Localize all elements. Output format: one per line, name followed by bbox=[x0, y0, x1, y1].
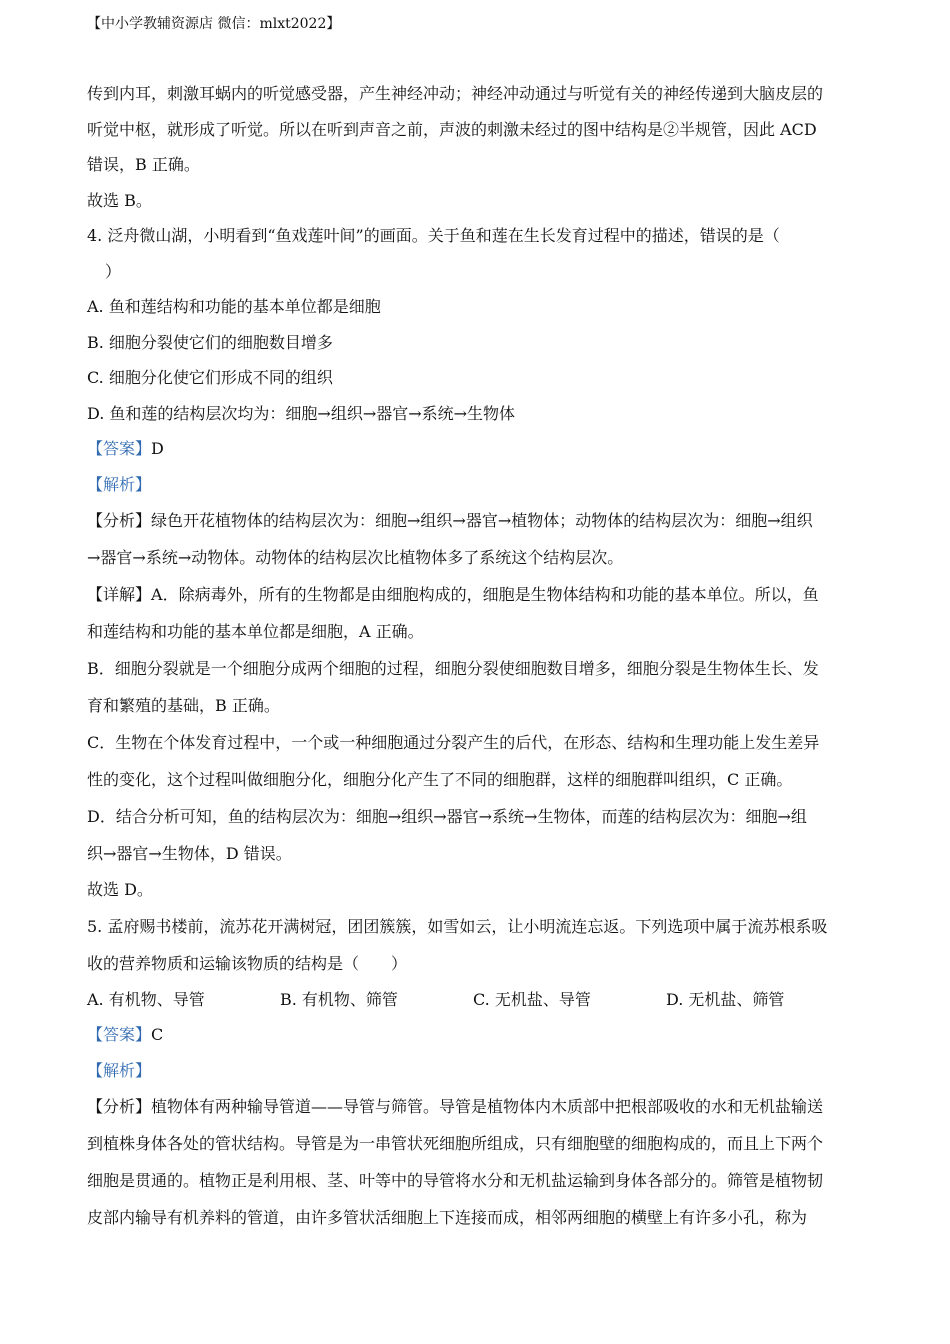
question-5-fenxi-cont: 细胞是贯通的。植物正是利用根、茎、叶等中的导管将水分和无机盐运输到身体各部分的。筛管是植物韧 bbox=[87, 1171, 824, 1190]
fenxi-text: 绿色开花植物体的结构层次为：细胞→组织→器官→植物体；动物体的结构层次为：细胞→组织 bbox=[151, 511, 813, 530]
answer-tag: 【答案】 bbox=[87, 1025, 152, 1044]
question-4-answer bbox=[87, 431, 859, 467]
question-4-xiangjie-d: D．结合分析可知，鱼的结构层次为：细胞→组织→器官→系统→生物体，而莲的结构层次为：细胞→组 bbox=[87, 807, 807, 826]
question-4-xiangjie-c: C．生物在个体发育过程中，一个或一种细胞通过分裂产生的后代，在形态、结构和生理功能上发生差异 bbox=[87, 733, 820, 752]
answer-tag: 【答案】 bbox=[87, 439, 152, 458]
question-4-xiangjie-b: B．细胞分裂就是一个细胞分成两个细胞的过程，细胞分裂使细胞数目增多，细胞分裂是生物体生长、发 bbox=[87, 659, 819, 678]
fenxi-tag: 【分析】 bbox=[87, 1097, 152, 1116]
fenxi-tag: 【分析】 bbox=[87, 511, 152, 530]
question-5-analysis bbox=[87, 1053, 859, 1089]
analysis-tag: 【解析】 bbox=[87, 474, 152, 494]
paragraph-line: 传到内耳，刺激耳蜗内的听觉感受器，产生神经冲动；神经冲动通过与听觉有关的神经传递到大脑皮层的 bbox=[87, 84, 824, 103]
question-4-stem-end: ） bbox=[105, 261, 122, 281]
question-4-option-b: B. 细胞分裂使它们的细胞数目增多 bbox=[87, 332, 333, 352]
question-4-analysis bbox=[87, 467, 859, 503]
question-4-stem: 4. 泛舟微山湖，小明看到“鱼戏莲叶间”的画面。关于鱼和莲在生长发育过程中的描述，错误的是（ bbox=[87, 226, 780, 245]
question-5-fenxi-cont: 皮部内输导有机养料的管道，由许多管状活细胞上下连接而成，相邻两细胞的横壁上有许多小孔，称为 bbox=[87, 1208, 808, 1227]
question-4-option-a: A. 鱼和莲结构和功能的基本单位都是细胞 bbox=[87, 297, 381, 316]
paragraph-line: 听觉中枢，就形成了听觉。所以在听到声音之前，声波的刺激未经过的图中结构是②半规管，因此 ACD bbox=[87, 119, 817, 139]
question-5-option-b: B. 有机物、筛管 bbox=[280, 989, 398, 1009]
question-5-option-a: A. 有机物、导管 bbox=[87, 989, 205, 1009]
question-4-fenxi-cont: →器官→系统→动物体。动物体的结构层次比植物体多了系统这个结构层次。 bbox=[87, 548, 624, 567]
answer-value: D bbox=[151, 439, 164, 458]
question-5-option-d: D. 无机盐、筛管 bbox=[666, 989, 785, 1009]
question-4-conclusion: 故选 D。 bbox=[87, 880, 153, 899]
question-5-stem: 5. 孟府赐书楼前，流苏花开满树冠，团团簇簇，如雪如云，让小明流连忘返。下列选项中属于流苏根系吸 bbox=[87, 916, 828, 936]
page-header: 【中小学教辅资源店 微信：mlxt2022】 bbox=[87, 16, 341, 32]
xiangjie-text: A．除病毒外，所有的生物都是由细胞构成的，细胞是生物体结构和功能的基本单位。所以，鱼 bbox=[151, 585, 819, 604]
question-4-option-d: D. 鱼和莲的结构层次均为：细胞→组织→器官→系统→生物体 bbox=[87, 403, 516, 423]
question-5-option-c: C. 无机盐、导管 bbox=[473, 989, 591, 1009]
analysis-tag: 【解析】 bbox=[87, 1060, 152, 1080]
question-4-xiangjie-c-cont: 性的变化，这个过程叫做细胞分化，细胞分化产生了不同的细胞群，这样的细胞群叫组织，C 正确。 bbox=[87, 770, 793, 789]
question-4-xiangjie-a-cont: 和莲结构和功能的基本单位都是细胞，A 正确。 bbox=[87, 622, 424, 641]
answer-value: C bbox=[151, 1025, 164, 1044]
question-4-fenxi bbox=[87, 502, 859, 539]
document-body bbox=[87, 76, 859, 1236]
question-5-answer bbox=[87, 1017, 859, 1053]
question-5-stem-cont: 收的营养物质和运输该物质的结构是（ ） bbox=[87, 953, 408, 973]
question-4-option-c: C. 细胞分化使它们形成不同的组织 bbox=[87, 368, 333, 387]
conclusion-line: 故选 B。 bbox=[87, 190, 152, 210]
xiangjie-tag: 【详解】 bbox=[87, 585, 152, 604]
question-4-xiangjie-d-cont: 织→器官→生物体，D 错误。 bbox=[87, 844, 292, 863]
question-5-fenxi-cont: 到植株身体各处的管状结构。导管是为一串管状死细胞所组成，只有细胞壁的细胞构成的，而且上下两个 bbox=[87, 1134, 824, 1153]
question-4-xiangjie bbox=[87, 576, 859, 613]
question-4-xiangjie-b-cont: 育和繁殖的基础，B 正确。 bbox=[87, 696, 280, 715]
question-5-fenxi bbox=[87, 1088, 859, 1125]
fenxi-text: 植物体有两种输导管道——导管与筛管。导管是植物体内木质部中把根部吸收的水和无机盐输送 bbox=[151, 1097, 824, 1116]
question-5-options bbox=[87, 982, 859, 1018]
paragraph-line: 错误，B 正确。 bbox=[87, 155, 200, 174]
